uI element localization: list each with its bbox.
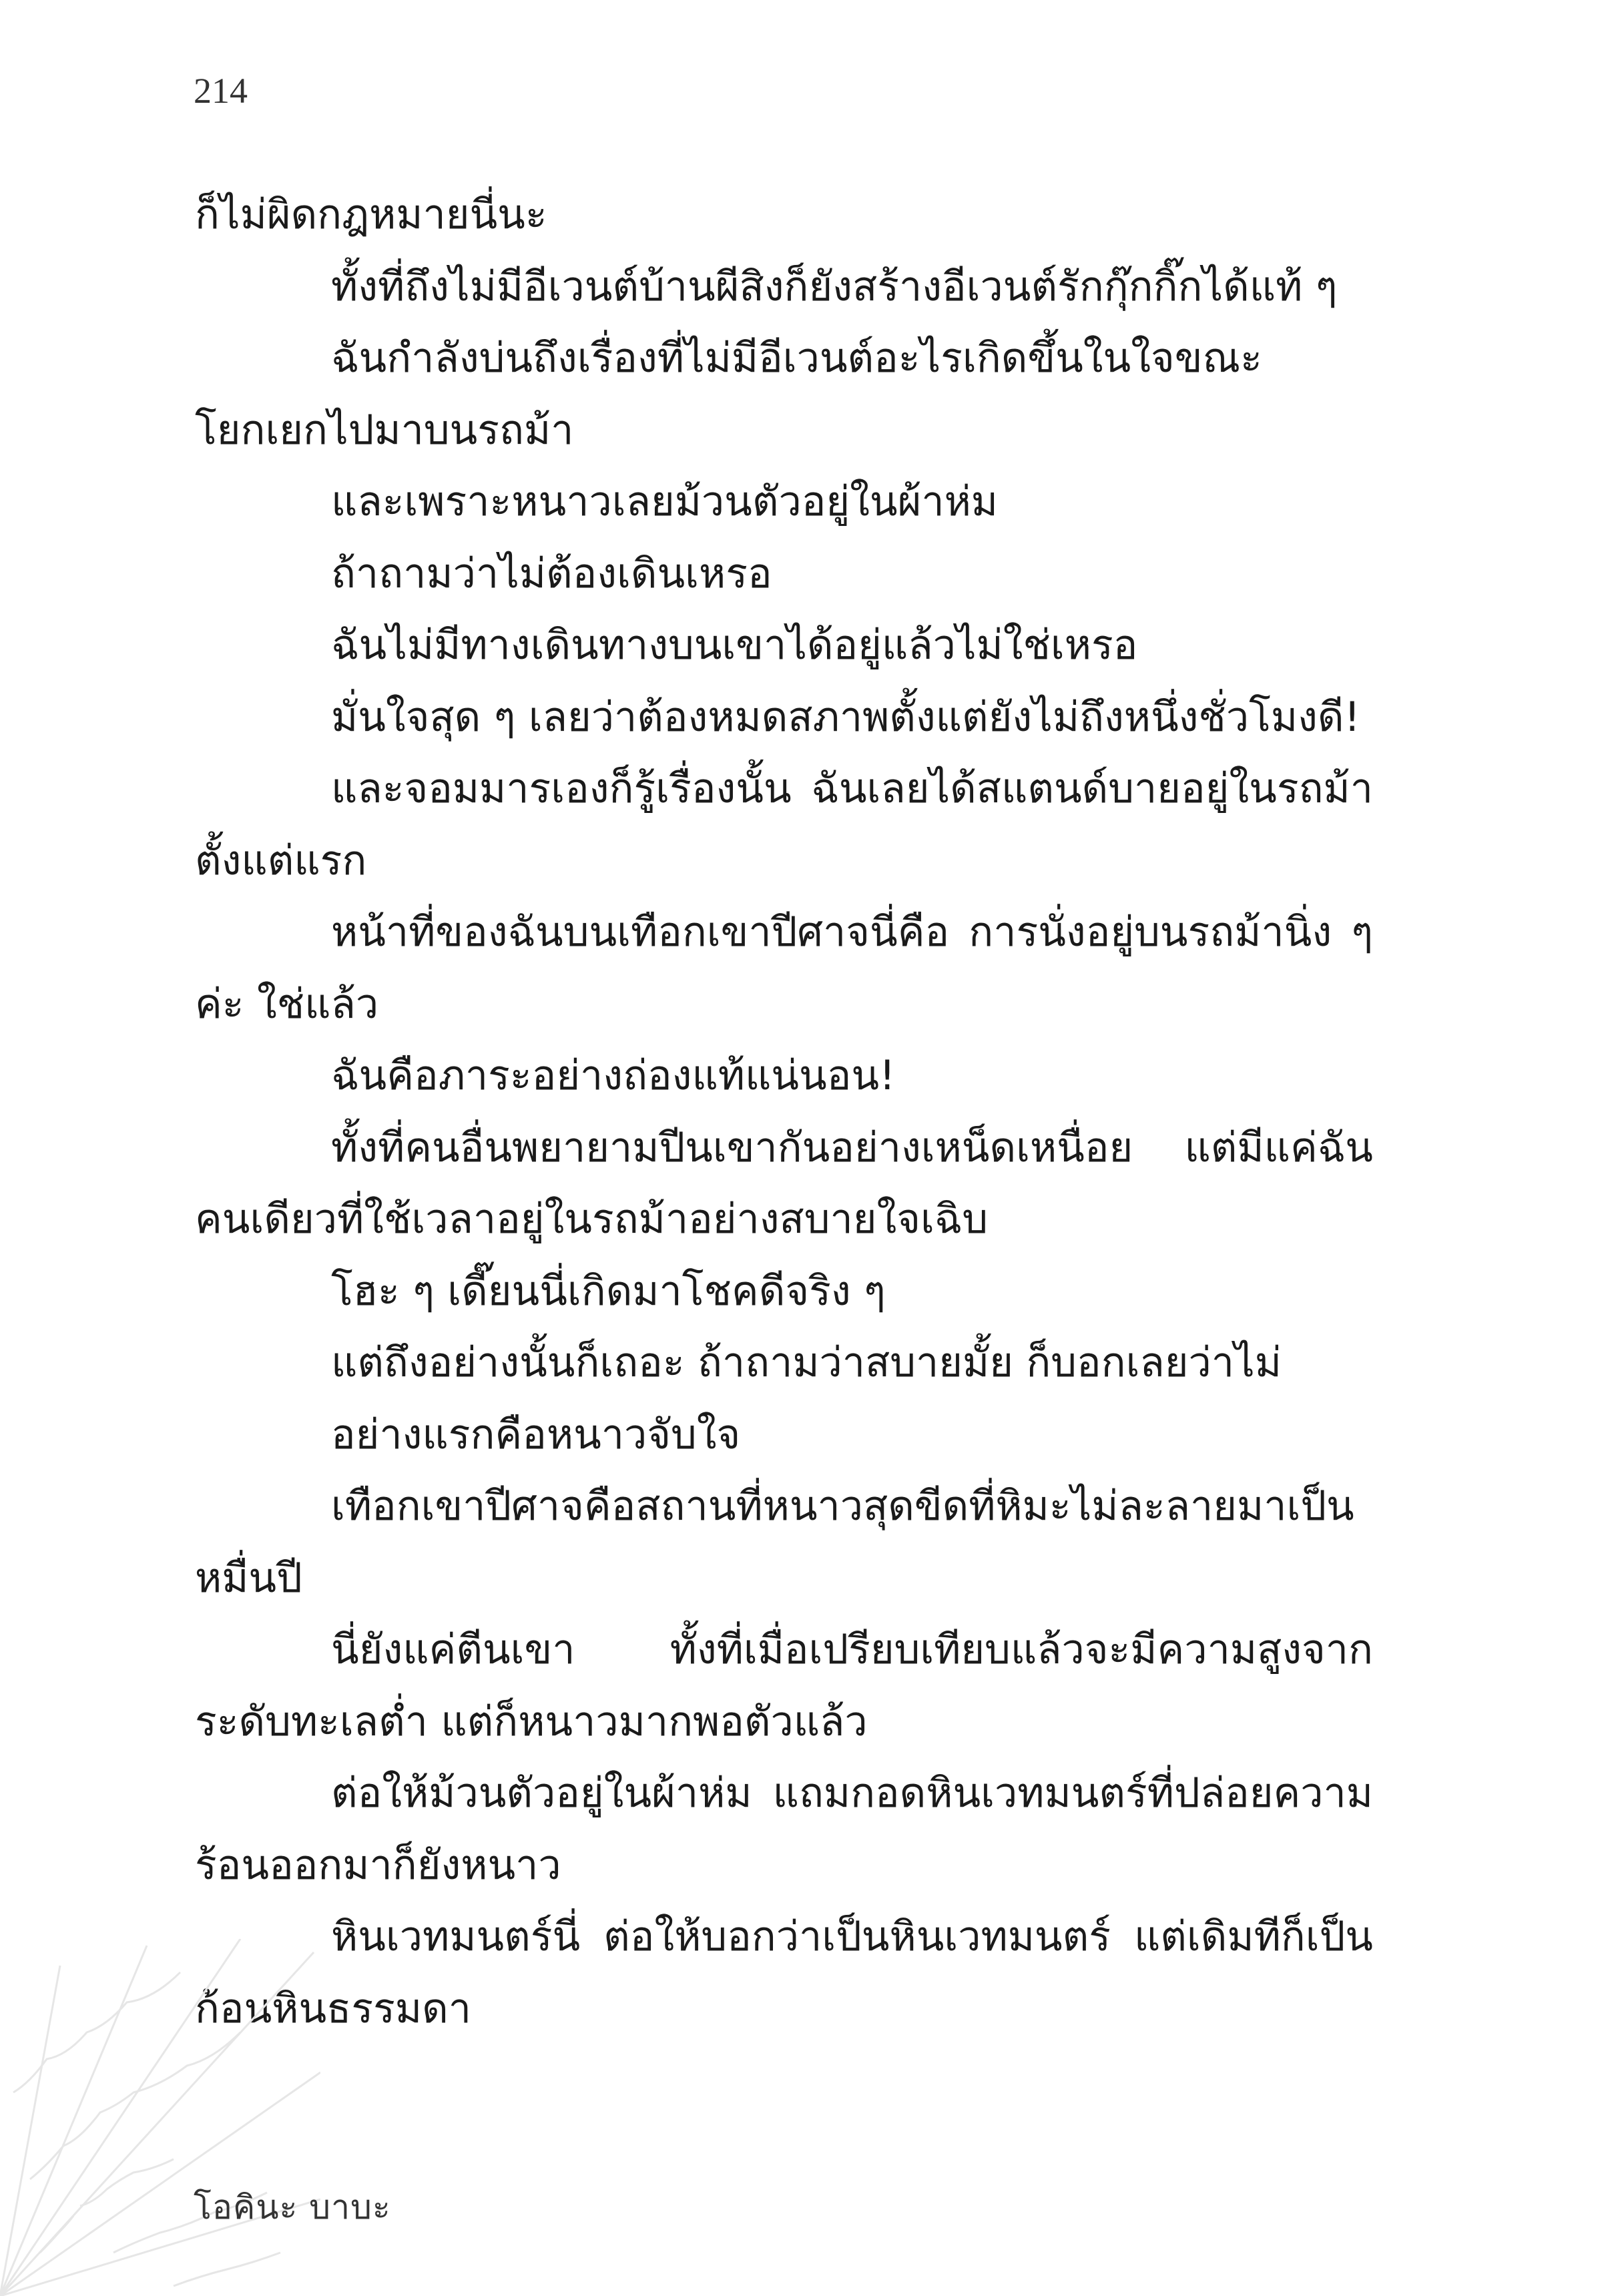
paragraph: แต่ถึงอย่างนั้นก็เถอะ ถ้าถามว่าสบายมั้ย ก็บอกเลยว่าไม่ xyxy=(331,1339,1282,1386)
paragraph: ฉันกำลังบ่นถึงเรื่องที่ไม่มีอีเวนต์อะไรเกิดขึ้นในใจขณะโยกเยกไปมาบนรถม้า xyxy=(195,334,1262,454)
paragraph: โฮะ ๆ เดี๊ยนนี่เกิดมาโชคดีจริง ๆ xyxy=(331,1267,886,1315)
paragraph: และจอมมารเองก็รู้เรื่องนั้น ฉันเลยได้สแตนด์บายอยู่ในรถม้าตั้งแต่แรก xyxy=(195,765,1373,884)
body-text xyxy=(195,179,1373,2044)
paragraph: ทั้งที่ถึงไม่มีอีเวนต์บ้านผีสิงก็ยังสร้างอีเวนต์รักกุ๊กกิ๊กได้แท้ ๆ xyxy=(331,262,1338,310)
paragraph: หินเวทมนตร์นี่ ต่อให้บอกว่าเป็นหินเวทมนตร์ แต่เดิมทีก็เป็นก้อนหินธรรมดา xyxy=(195,1913,1373,2032)
paragraph: ก็ไม่ผิดกฎหมายนี่นะ xyxy=(195,191,547,238)
footer-author: โอคินะ บาบะ xyxy=(194,2188,391,2227)
paragraph: ทั้งที่คนอื่นพยายามปีนเขากันอย่างเหน็ดเหนื่อย แต่มีแค่ฉันคนเดียวที่ใช้เวลาอยู่ในรถม้าอย่างสบายใจเฉิบ xyxy=(195,1123,1373,1243)
paragraph: ต่อให้ม้วนตัวอยู่ในผ้าห่ม แถมกอดหินเวทมนตร์ที่ปล่อยความร้อนออกมาก็ยังหนาว xyxy=(195,1769,1373,1889)
paragraph: ฉันไม่มีทางเดินทางบนเขาได้อยู่แล้วไม่ใช่เหรอ xyxy=(331,621,1138,669)
paragraph: ถ้าถามว่าไม่ต้องเดินเหรอ xyxy=(331,549,772,597)
paragraph: ฉันคือภาระอย่างถ่องแท้แน่นอน! xyxy=(331,1052,896,1099)
paragraph: เทือกเขาปีศาจคือสถานที่หนาวสุดขีดที่หิมะไม่ละลายมาเป็นหมื่นปี xyxy=(195,1482,1354,1602)
paragraph: อย่างแรกคือหนาวจับใจ xyxy=(331,1410,741,1458)
paragraph: และเพราะหนาวเลยม้วนตัวอยู่ในผ้าห่ม xyxy=(331,478,998,525)
page-number: 214 xyxy=(194,71,248,111)
paragraph: นี่ยังแค่ตีนเขา ทั้งที่เมื่อเปรียบเทียบแล้วจะมีความสูงจากระดับทะเลต่ำ แต่ก็หนาวมากพอตัวแล้ว xyxy=(195,1626,1373,1745)
cobweb-decoration xyxy=(0,1939,320,2296)
paragraph: หน้าที่ของฉันบนเทือกเขาปีศาจนี่คือ การนั่งอยู่บนรถม้านิ่ง ๆ ค่ะ ใช่แล้ว xyxy=(195,908,1373,1028)
paragraph: มั่นใจสุด ๆ เลยว่าต้องหมดสภาพตั้งแต่ยังไม่ถึงหนึ่งชั่วโมงดี! xyxy=(331,693,1360,741)
